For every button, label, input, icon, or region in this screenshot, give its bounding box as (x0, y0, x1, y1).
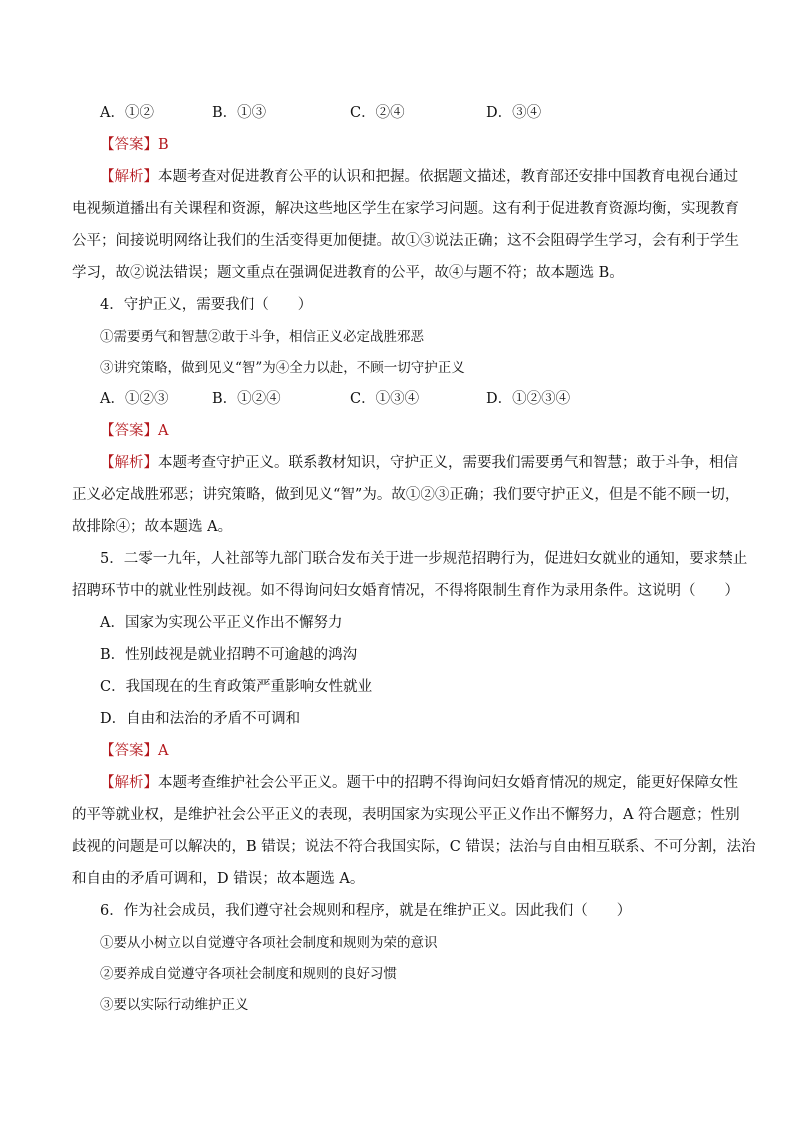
q4-option-c: C．①③④ (350, 391, 420, 407)
q3-option-b: B．①③ (212, 105, 267, 121)
q4-statement: ③讲究策略，做到见义“智”为④全力以赴，不顾一切守护正义 (100, 360, 465, 376)
q4-option-d: D．①②③④ (486, 391, 571, 407)
q4-option-a: A．①②③ (100, 391, 169, 407)
q5-analysis-line: 的平等就业权，是维护社会公平正义的表现，表明国家为实现公平正义作出不懈努力，A 符合题意；性别 (72, 807, 740, 823)
q4-answer (100, 421, 168, 441)
q6-statement: ②要养成自觉遵守各项社会制度和规则的良好习惯 (100, 966, 397, 982)
analysis-tag: 【解析】 (100, 169, 158, 185)
q4-analysis-line: 故排除④；故本题选 A。 (72, 519, 233, 535)
q5-stem: 5．二零一九年，人社部等九部门联合发布关于进一步规范招聘行为，促进妇女就业的通知，要求禁止 (100, 551, 748, 567)
q4-analysis-line: 正义必定战胜邪恶；讲究策略，做到见义“智”为。故①②③正确；我们要守护正义，但是不能不顾一切， (72, 487, 740, 503)
analysis-text: 本题考查守护正义。联系教材知识，守护正义，需要我们需要勇气和智慧；敢于斗争，相信 (158, 455, 738, 471)
q4-option-b: B．①②④ (212, 391, 281, 407)
q4-analysis-line (100, 453, 738, 473)
q5-option-c: C．我国现在的生育政策严重影响女性就业 (100, 679, 373, 695)
q3-option-a: A．①② (100, 105, 154, 121)
answer-value: A (158, 423, 169, 439)
answer-tag: 【答案】 (100, 743, 158, 759)
q4-statement: ①需要勇气和智慧②敢于斗争，相信正义必定战胜邪恶 (100, 329, 424, 345)
q3-answer (100, 135, 169, 155)
q5-analysis-line (100, 773, 738, 793)
q3-option-d: D．③④ (486, 105, 542, 121)
analysis-text: 本题考查对促进教育公平的认识和把握。依据题文描述，教育部还安排中国教育电视台通过 (158, 169, 738, 185)
q5-option-a: A．国家为实现公平正义作出不懈努力 (100, 615, 343, 631)
analysis-tag: 【解析】 (100, 775, 158, 791)
q3-analysis-line: 电视频道播出有关课程和资源，解决这些地区学生在家学习问题。这有利于促进教育资源均衡，实现教育 (72, 201, 739, 217)
q3-analysis-line: 学习，故②说法错误；题文重点在强调促进教育的公平，故④与题不符；故本题选 B。 (72, 265, 624, 281)
q5-option-b: B．性别歧视是就业招聘不可逾越的鸿沟 (100, 647, 358, 663)
answer-tag: 【答案】 (100, 423, 158, 439)
answer-value: A (158, 743, 169, 759)
q5-stem: 招聘环节中的就业性别歧视。如不得询问妇女婚育情况，不得将限制生育作为录用条件。这说明（ ） (72, 583, 739, 599)
q5-option-d: D．自由和法治的矛盾不可调和 (100, 711, 301, 727)
q6-statement: ①要从小树立以自觉遵守各项社会制度和规则为荣的意识 (100, 935, 438, 951)
q3-option-c: C．②④ (350, 105, 405, 121)
q3-analysis-line: 公平；间接说明网络让我们的生活变得更加便捷。故①③说法正确；这不会阻碍学生学习，会有利于学生 (72, 233, 739, 249)
q5-analysis-line: 和自由的矛盾可调和，D 错误；故本题选 A。 (72, 871, 365, 887)
analysis-tag: 【解析】 (100, 455, 158, 471)
answer-value: B (158, 137, 169, 153)
q6-stem: 6．作为社会成员，我们遵守社会规则和程序，就是在维护正义。因此我们（ ） (100, 903, 632, 919)
analysis-text: 本题考查维护社会公平正义。题干中的招聘不得询问妇女婚育情况的规定，能更好保障女性 (158, 775, 738, 791)
q5-answer (100, 741, 168, 761)
q5-analysis-line: 歧视的问题是可以解决的，B 错误；说法不符合我国实际，C 错误；法治与自由相互联系、不可分割，法治 (72, 839, 756, 855)
answer-tag: 【答案】 (100, 137, 158, 153)
q6-statement: ③要以实际行动维护正义 (100, 997, 249, 1013)
q4-stem: 4．守护正义，需要我们（ ） (100, 297, 313, 313)
q3-analysis-line (100, 167, 738, 187)
